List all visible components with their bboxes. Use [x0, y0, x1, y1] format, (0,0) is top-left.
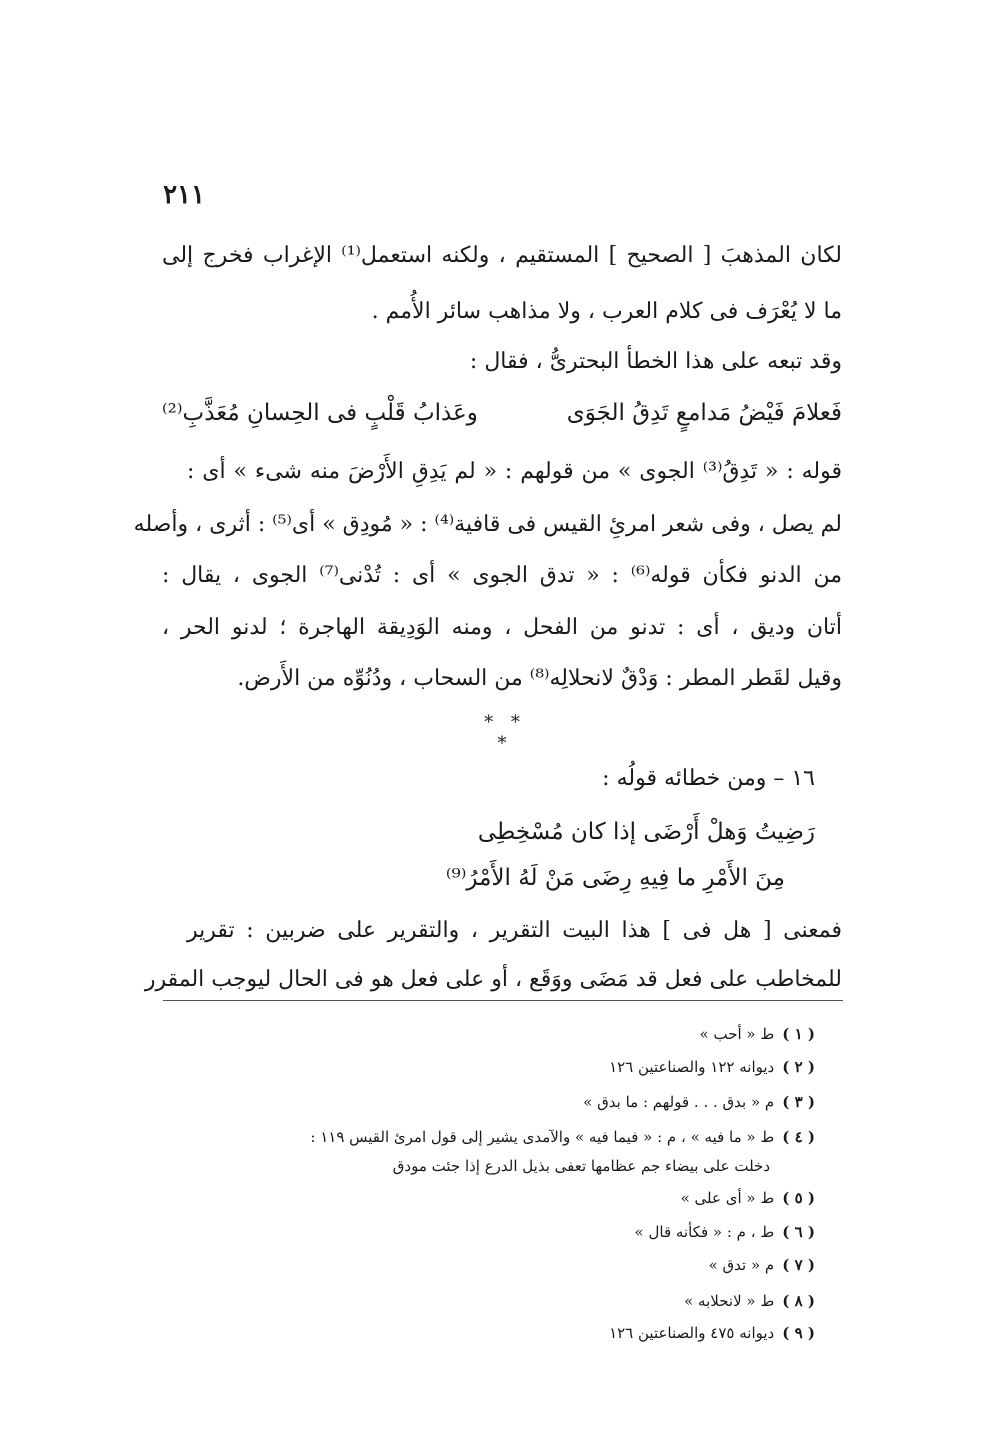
section-heading: ١٦ – ومن خطائه قولُه :: [602, 766, 815, 791]
verse-2-line-2: مِنَ الأَمْرِ ما فِيهِ رِضَى مَنْ لَهُ الأَمْرُ⁽⁹⁾: [445, 865, 785, 891]
footnote-number: ( ٣ ): [782, 1093, 815, 1111]
section-separator: * * *: [484, 712, 526, 754]
commentary-line-5: وقيل لقَطر المطر : وَدْقٌ لانحلالِه⁽⁸⁾ من السحاب ، ودُنُوِّه من الأَرض.: [237, 666, 842, 691]
footnote-4: [310, 1126, 815, 1148]
intro-line-1: لكان المذهبَ [ الصحيح ] المستقيم ، ولكنه استعمل⁽¹⁾ الإغراب فخرج إلى: [162, 243, 842, 268]
commentary-line-3: من الدنو فكأن قوله⁽⁶⁾ : « تدق الجوى » أى : تُدْنى⁽⁷⁾ الجوى ، يقال :: [162, 563, 842, 588]
footnote-text: م « بدق . . . قولهم : ما بدق »: [583, 1093, 775, 1111]
footnote-3: [583, 1091, 815, 1113]
commentary-line-2: لم يصل ، وفى شعر امرئِ القيس فى قافية⁽⁴⁾ : « مُودِق » أى⁽⁵⁾ : أثرى ، وأصله: [133, 512, 842, 537]
footnote-text: ط « أحب »: [699, 1025, 775, 1043]
footnote-4-verse: دخلت على بيضاء جم عظامها تعفى بذيل الدرع إذا جئت مودق: [392, 1157, 770, 1175]
footnote-text: ديوانه ١٢٢ والصناعتين ١٢٦: [609, 1058, 775, 1076]
footnote-number: ( ١ ): [782, 1025, 815, 1043]
commentary-line-1: قوله : « تَدِقُ⁽³⁾ الجوى » من قولهم : « لم يَدِقِ الأَرْضَ منه شىء » أى :: [187, 459, 842, 484]
footnote-number: ( ٨ ): [782, 1292, 815, 1310]
footnote-divider: [163, 1000, 843, 1001]
closing-line-1: فمعنى [ هل فى ] هذا البيت التقرير ، والتقرير على ضربين : تقرير: [187, 918, 842, 943]
footnote-6: [635, 1221, 815, 1243]
footnote-text: ط « ما فيه » ، م : « فيما فيه » والآمدى يشير إلى قول امرئ القيس ١١٩ :: [310, 1128, 775, 1146]
footnote-number: ( ٧ ): [782, 1256, 815, 1274]
commentary-line-4: أتان وديق ، أى : تدنو من الفحل ، ومنه الوَدِيقة الهاجرة ؛ لدنو الحر ،: [162, 615, 842, 640]
footnote-8: [684, 1290, 815, 1312]
footnote-1: [700, 1023, 815, 1045]
footnote-number: ( ٢ ): [782, 1058, 815, 1076]
intro-line-2: ما لا يُعْرَف فى كلام العرب ، ولا مذاهب سائر الأُمم .: [371, 299, 842, 324]
page-number: ٢١١: [163, 180, 205, 210]
footnote-5: [681, 1187, 815, 1209]
footnote-number: ( ٥ ): [782, 1189, 815, 1207]
footnote-9: [609, 1322, 815, 1344]
lead-in-line: وقد تبعه على هذا الخطأ البحترىُّ ، فقال :: [469, 349, 842, 374]
closing-line-2: للمخاطب على فعل قد مَضَى ووَقَع ، أو على فعل هو فى الحال ليوجب المقرر: [144, 967, 842, 992]
footnote-7: [709, 1254, 815, 1276]
footnote-text: ط ، م : « فكأنه قال »: [634, 1223, 775, 1241]
footnote-text: ط « أى على »: [680, 1189, 775, 1207]
footnote-2: [609, 1056, 815, 1078]
footnote-number: ( ٤ ): [782, 1128, 815, 1146]
footnote-text: ديوانه ٤٧٥ والصناعتين ١٢٦: [609, 1324, 775, 1342]
footnote-number: ( ٩ ): [782, 1324, 815, 1342]
verse-1-hemistich-1: فَعلامَ فَيْضُ مَدامعٍ تَدِقُ الجَوَى: [566, 400, 842, 426]
footnote-text: ط « لانحلابه »: [684, 1292, 775, 1310]
verse-2-line-1: رَضِيتُ وَهلْ أَرْضَى إذا كان مُسْخِطِى: [477, 819, 815, 845]
footnote-text: م « تدق »: [708, 1256, 775, 1274]
verse-1-hemistich-2: وعَذابُ قَلْبٍ فى الحِسانِ مُعَذَّبِ⁽²⁾: [162, 400, 478, 426]
footnote-number: ( ٦ ): [782, 1223, 815, 1241]
